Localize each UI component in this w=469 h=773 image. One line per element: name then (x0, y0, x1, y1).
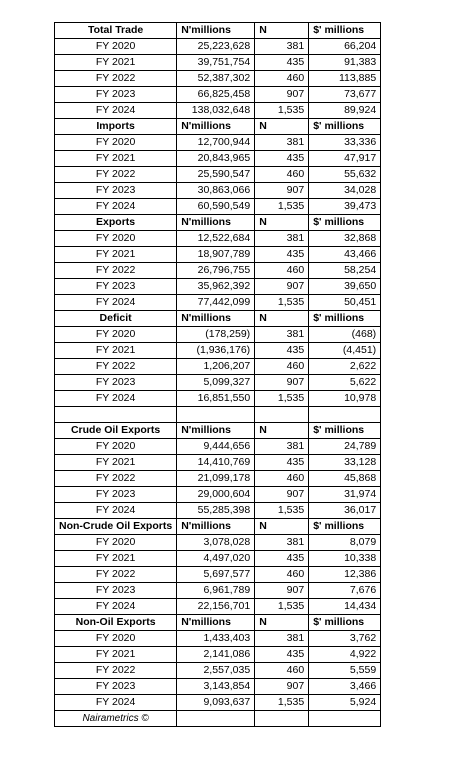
col-header-n: N (255, 215, 309, 231)
year-cell: FY 2023 (55, 486, 177, 502)
year-cell: FY 2021 (55, 151, 177, 167)
usd-value-cell: 10,338 (309, 550, 381, 566)
naira-value-cell: 29,000,604 (177, 486, 255, 502)
table-row (55, 470, 381, 486)
table-row (55, 295, 381, 311)
section-header-row (55, 119, 381, 135)
year-cell: FY 2022 (55, 470, 177, 486)
naira-value-cell: 35,962,392 (177, 279, 255, 295)
table-row (55, 630, 381, 646)
col-header-n: N (255, 422, 309, 438)
col-header-usd-millions: $' millions (309, 422, 381, 438)
n-value-cell: 1,535 (255, 502, 309, 518)
usd-value-cell: 50,451 (309, 295, 381, 311)
usd-value-cell: 43,466 (309, 247, 381, 263)
n-value-cell: 907 (255, 375, 309, 391)
year-cell: FY 2020 (55, 135, 177, 151)
n-value-cell: 460 (255, 167, 309, 183)
section-title: Non-Oil Exports (55, 614, 177, 630)
table-body (55, 23, 381, 727)
usd-value-cell: 7,676 (309, 582, 381, 598)
section-header-row (55, 518, 381, 534)
naira-value-cell: 39,751,754 (177, 55, 255, 71)
usd-value-cell: 33,128 (309, 454, 381, 470)
usd-value-cell: 10,978 (309, 391, 381, 407)
naira-value-cell: 30,863,066 (177, 183, 255, 199)
year-cell: FY 2023 (55, 87, 177, 103)
n-value-cell: 381 (255, 534, 309, 550)
section-title: Deficit (55, 311, 177, 327)
year-cell: FY 2022 (55, 167, 177, 183)
empty-cell (255, 407, 309, 423)
table-row (55, 231, 381, 247)
usd-value-cell: 3,762 (309, 630, 381, 646)
col-header-naira-millions: N'millions (177, 119, 255, 135)
n-value-cell: 460 (255, 470, 309, 486)
usd-value-cell: 24,789 (309, 438, 381, 454)
usd-value-cell: 32,868 (309, 231, 381, 247)
year-cell: FY 2024 (55, 391, 177, 407)
usd-value-cell: 91,383 (309, 55, 381, 71)
col-header-naira-millions: N'millions (177, 215, 255, 231)
table-row (55, 598, 381, 614)
naira-value-cell: 18,907,789 (177, 247, 255, 263)
table-row (55, 247, 381, 263)
year-cell: FY 2021 (55, 247, 177, 263)
table-row (55, 279, 381, 295)
n-value-cell: 907 (255, 183, 309, 199)
naira-value-cell: (1,936,176) (177, 343, 255, 359)
table-row (55, 534, 381, 550)
naira-value-cell: 55,285,398 (177, 502, 255, 518)
n-value-cell: 381 (255, 630, 309, 646)
col-header-naira-millions: N'millions (177, 614, 255, 630)
table-row (55, 454, 381, 470)
table-row (55, 327, 381, 343)
table-row (55, 39, 381, 55)
credit-row (55, 710, 381, 726)
year-cell: FY 2023 (55, 183, 177, 199)
naira-value-cell: 4,497,020 (177, 550, 255, 566)
n-value-cell: 1,535 (255, 391, 309, 407)
table-row (55, 502, 381, 518)
usd-value-cell: 8,079 (309, 534, 381, 550)
naira-value-cell: 26,796,755 (177, 263, 255, 279)
table-row (55, 343, 381, 359)
year-cell: FY 2024 (55, 502, 177, 518)
n-value-cell: 381 (255, 327, 309, 343)
table-row (55, 55, 381, 71)
naira-value-cell: 25,223,628 (177, 39, 255, 55)
table-row (55, 135, 381, 151)
col-header-n: N (255, 311, 309, 327)
n-value-cell: 435 (255, 55, 309, 71)
naira-value-cell: 5,697,577 (177, 566, 255, 582)
year-cell: FY 2020 (55, 327, 177, 343)
table-row (55, 103, 381, 119)
usd-value-cell: 58,254 (309, 263, 381, 279)
naira-value-cell: 2,557,035 (177, 662, 255, 678)
table-row (55, 566, 381, 582)
n-value-cell: 460 (255, 263, 309, 279)
usd-value-cell: 47,917 (309, 151, 381, 167)
table-row (55, 167, 381, 183)
year-cell: FY 2020 (55, 630, 177, 646)
year-cell: FY 2024 (55, 598, 177, 614)
n-value-cell: 435 (255, 646, 309, 662)
section-title: Total Trade (55, 23, 177, 39)
year-cell: FY 2024 (55, 694, 177, 710)
section-title: Crude Oil Exports (55, 422, 177, 438)
year-cell: FY 2020 (55, 438, 177, 454)
year-cell: FY 2024 (55, 103, 177, 119)
n-value-cell: 907 (255, 279, 309, 295)
col-header-usd-millions: $' millions (309, 518, 381, 534)
naira-value-cell: (178,259) (177, 327, 255, 343)
section-header-row (55, 422, 381, 438)
empty-cell (309, 710, 381, 726)
col-header-usd-millions: $' millions (309, 23, 381, 39)
year-cell: FY 2020 (55, 231, 177, 247)
col-header-n: N (255, 614, 309, 630)
usd-value-cell: 12,386 (309, 566, 381, 582)
table-row (55, 375, 381, 391)
year-cell: FY 2021 (55, 343, 177, 359)
year-cell: FY 2024 (55, 199, 177, 215)
n-value-cell: 460 (255, 566, 309, 582)
usd-value-cell: 5,622 (309, 375, 381, 391)
n-value-cell: 381 (255, 135, 309, 151)
usd-value-cell: 36,017 (309, 502, 381, 518)
col-header-usd-millions: $' millions (309, 311, 381, 327)
empty-cell (309, 407, 381, 423)
trade-data-table (54, 22, 381, 727)
table-row (55, 263, 381, 279)
table-row (55, 678, 381, 694)
year-cell: FY 2022 (55, 263, 177, 279)
naira-value-cell: 3,078,028 (177, 534, 255, 550)
section-header-row (55, 215, 381, 231)
n-value-cell: 460 (255, 662, 309, 678)
usd-value-cell: 33,336 (309, 135, 381, 151)
n-value-cell: 435 (255, 247, 309, 263)
usd-value-cell: 14,434 (309, 598, 381, 614)
col-header-usd-millions: $' millions (309, 215, 381, 231)
n-value-cell: 381 (255, 39, 309, 55)
naira-value-cell: 9,444,656 (177, 438, 255, 454)
year-cell: FY 2022 (55, 662, 177, 678)
col-header-n: N (255, 23, 309, 39)
n-value-cell: 435 (255, 343, 309, 359)
usd-value-cell: 113,885 (309, 71, 381, 87)
naira-value-cell: 1,433,403 (177, 630, 255, 646)
table-row (55, 87, 381, 103)
year-cell: FY 2021 (55, 550, 177, 566)
year-cell: FY 2023 (55, 375, 177, 391)
naira-value-cell: 52,387,302 (177, 71, 255, 87)
year-cell: FY 2022 (55, 566, 177, 582)
usd-value-cell: (4,451) (309, 343, 381, 359)
usd-value-cell: 73,677 (309, 87, 381, 103)
section-title: Non-Crude Oil Exports (55, 518, 177, 534)
naira-value-cell: 9,093,637 (177, 694, 255, 710)
col-header-naira-millions: N'millions (177, 422, 255, 438)
year-cell: FY 2022 (55, 359, 177, 375)
year-cell: FY 2020 (55, 39, 177, 55)
n-value-cell: 460 (255, 71, 309, 87)
naira-value-cell: 25,590,547 (177, 167, 255, 183)
naira-value-cell: 20,843,965 (177, 151, 255, 167)
table-row (55, 662, 381, 678)
table-row (55, 550, 381, 566)
n-value-cell: 435 (255, 454, 309, 470)
usd-value-cell: 4,922 (309, 646, 381, 662)
n-value-cell: 435 (255, 151, 309, 167)
naira-value-cell: 12,522,684 (177, 231, 255, 247)
naira-value-cell: 6,961,789 (177, 582, 255, 598)
naira-value-cell: 77,442,099 (177, 295, 255, 311)
year-cell: FY 2023 (55, 678, 177, 694)
credit-label: Nairametrics © (55, 710, 177, 726)
section-header-row (55, 311, 381, 327)
naira-value-cell: 2,141,086 (177, 646, 255, 662)
n-value-cell: 435 (255, 550, 309, 566)
section-header-row (55, 614, 381, 630)
year-cell: FY 2022 (55, 71, 177, 87)
year-cell: FY 2021 (55, 454, 177, 470)
usd-value-cell: 39,650 (309, 279, 381, 295)
naira-value-cell: 21,099,178 (177, 470, 255, 486)
n-value-cell: 907 (255, 678, 309, 694)
usd-value-cell: 39,473 (309, 199, 381, 215)
usd-value-cell: 45,868 (309, 470, 381, 486)
n-value-cell: 1,535 (255, 694, 309, 710)
n-value-cell: 1,535 (255, 598, 309, 614)
table-row (55, 646, 381, 662)
usd-value-cell: 3,466 (309, 678, 381, 694)
naira-value-cell: 1,206,207 (177, 359, 255, 375)
n-value-cell: 907 (255, 486, 309, 502)
usd-value-cell: 89,924 (309, 103, 381, 119)
col-header-n: N (255, 119, 309, 135)
year-cell: FY 2021 (55, 646, 177, 662)
usd-value-cell: 5,559 (309, 662, 381, 678)
naira-value-cell: 60,590,549 (177, 199, 255, 215)
table-row (55, 438, 381, 454)
col-header-naira-millions: N'millions (177, 518, 255, 534)
empty-cell (255, 710, 309, 726)
col-header-naira-millions: N'millions (177, 311, 255, 327)
empty-cell (177, 407, 255, 423)
section-header-row (55, 23, 381, 39)
usd-value-cell: (468) (309, 327, 381, 343)
naira-value-cell: 5,099,327 (177, 375, 255, 391)
table-row (55, 486, 381, 502)
table-row (55, 359, 381, 375)
n-value-cell: 907 (255, 87, 309, 103)
year-cell: FY 2024 (55, 295, 177, 311)
usd-value-cell: 2,622 (309, 359, 381, 375)
n-value-cell: 381 (255, 231, 309, 247)
naira-value-cell: 12,700,944 (177, 135, 255, 151)
section-title: Imports (55, 119, 177, 135)
n-value-cell: 460 (255, 359, 309, 375)
table-row (55, 199, 381, 215)
n-value-cell: 1,535 (255, 199, 309, 215)
empty-cell (177, 710, 255, 726)
col-header-n: N (255, 518, 309, 534)
table-row (55, 391, 381, 407)
year-cell: FY 2023 (55, 582, 177, 598)
empty-cell (55, 407, 177, 423)
year-cell: FY 2023 (55, 279, 177, 295)
section-title: Exports (55, 215, 177, 231)
spacer-row (55, 407, 381, 423)
col-header-usd-millions: $' millions (309, 119, 381, 135)
naira-value-cell: 16,851,550 (177, 391, 255, 407)
usd-value-cell: 55,632 (309, 167, 381, 183)
n-value-cell: 381 (255, 438, 309, 454)
naira-value-cell: 14,410,769 (177, 454, 255, 470)
usd-value-cell: 34,028 (309, 183, 381, 199)
n-value-cell: 1,535 (255, 103, 309, 119)
naira-value-cell: 22,156,701 (177, 598, 255, 614)
usd-value-cell: 5,924 (309, 694, 381, 710)
n-value-cell: 1,535 (255, 295, 309, 311)
n-value-cell: 907 (255, 582, 309, 598)
col-header-usd-millions: $' millions (309, 614, 381, 630)
table-row (55, 183, 381, 199)
table-row (55, 151, 381, 167)
usd-value-cell: 31,974 (309, 486, 381, 502)
col-header-naira-millions: N'millions (177, 23, 255, 39)
table-row (55, 694, 381, 710)
table-row (55, 582, 381, 598)
naira-value-cell: 138,032,648 (177, 103, 255, 119)
year-cell: FY 2020 (55, 534, 177, 550)
table-row (55, 71, 381, 87)
naira-value-cell: 66,825,458 (177, 87, 255, 103)
usd-value-cell: 66,204 (309, 39, 381, 55)
year-cell: FY 2021 (55, 55, 177, 71)
naira-value-cell: 3,143,854 (177, 678, 255, 694)
